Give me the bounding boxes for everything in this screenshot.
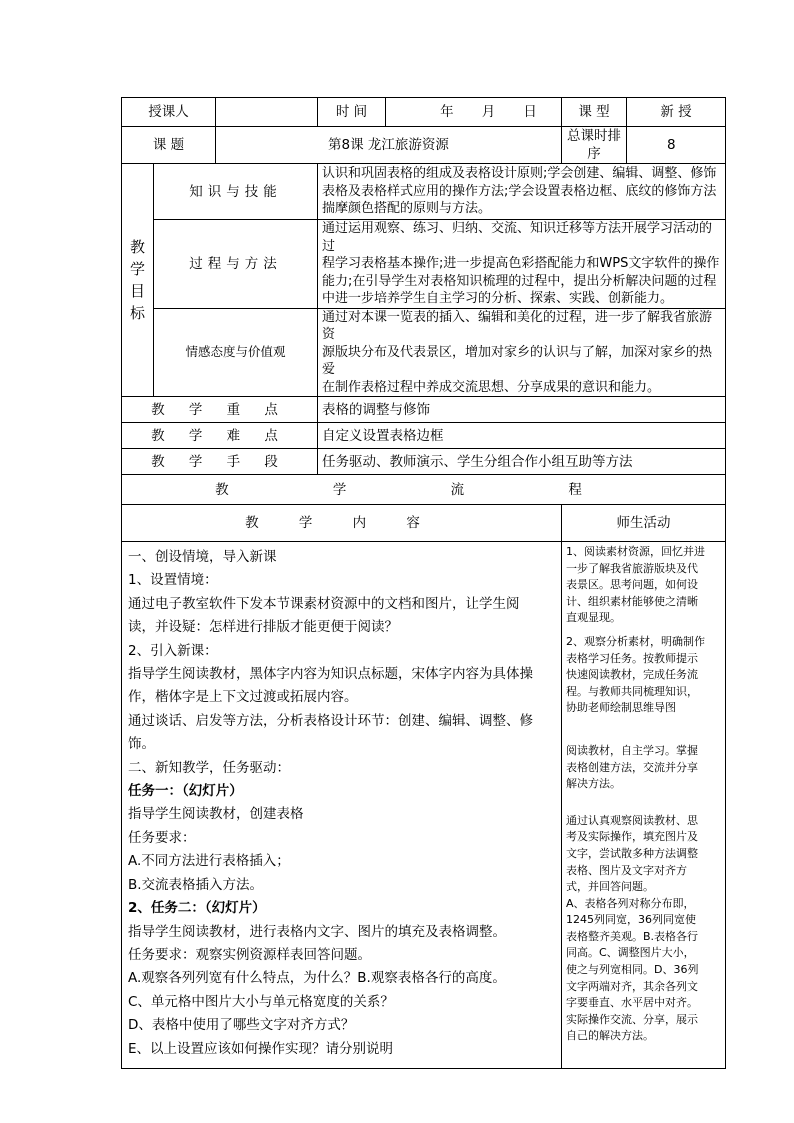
content-line: 通过谈话、启发等方法，分析表格设计环节：创建、编辑、调整、修 (128, 712, 533, 729)
content-header: 教 学 内 容 (122, 505, 562, 542)
activity-line: 解决方法。 (566, 777, 621, 791)
activity-line: 通过认真观察阅读教材、思 (566, 813, 698, 827)
content-line: C、单元格中图片大小与单元格宽度的关系？ (128, 993, 394, 1010)
activity-block (566, 743, 721, 793)
activity-line: 阅读教材，自主学习。掌握 (566, 743, 698, 757)
difficulties-label: 教 学 难 点 (122, 423, 318, 449)
activity-line: 直观显现。 (566, 611, 621, 625)
activity-line: 1、阅读素材资源，回忆并进 (566, 545, 705, 558)
activity-line: 文字，尝试散多种方法调整 (566, 846, 698, 860)
content-line: 一、创设情境，导入新课 (128, 549, 277, 565)
objective-row-attitude (122, 308, 726, 397)
objective-text-attitude (318, 308, 726, 397)
content-line: 任务要求： (128, 829, 196, 846)
activity-line: 表格学习任务。按教师提示 (566, 651, 698, 665)
date-value (386, 98, 562, 127)
content-line: A.不同方法进行表格插入； (128, 853, 290, 870)
content-line: A.观察各列列宽有什么特点，为什么？B.观察表格各行的高度。 (128, 970, 506, 987)
objectives-label-char: 目 (129, 282, 145, 300)
activity-line: 表格创建方法，交流并分享 (566, 760, 698, 774)
difficulties-row (122, 423, 726, 449)
flow-title-row (122, 475, 726, 505)
activity-line: 自己的解决方法。 (566, 1029, 654, 1043)
objective-row-process (122, 220, 726, 309)
teacher-value (216, 98, 318, 127)
date-month: 月 (481, 104, 496, 120)
header-row-1 (122, 98, 726, 127)
key-points-value: 表格的调整与修饰 (318, 397, 726, 423)
flow-header-row (122, 505, 726, 542)
order-value: 8 (627, 127, 726, 164)
content-line: 读，并设疑：怎样进行排版才能更便于阅读？ (128, 619, 398, 636)
difficulties-value: 自定义设置表格边框 (318, 423, 726, 449)
activity-line: 实际操作交流、分享，展示 (566, 1012, 698, 1026)
objective-line: 中进一步培养学生自主学习的分析、探索、实践、创新能力。 (322, 291, 674, 306)
header-row-2 (122, 127, 726, 164)
objective-line: 揣摩颜色搭配的原则与方法。 (322, 201, 492, 217)
content-line: 指导学生阅读教材，进行表格内文字、图片的填充及表格调整。 (128, 923, 506, 940)
content-line: 通过电子教室软件下发本节课素材资源中的文档和图片，让学生阅 (128, 595, 520, 612)
methods-row (122, 449, 726, 475)
type-value: 新 授 (627, 98, 726, 127)
topic-label: 课 题 (122, 127, 216, 164)
objective-line: 源版块分布及代表景区，增加对家乡的认识与了解，加深对家乡的热爱 (322, 344, 713, 377)
content-line: D、表格中使用了哪些文字对齐方式？ (128, 1017, 355, 1034)
date-day: 日 (523, 104, 537, 120)
content-line: 作，楷体字是上下文过渡或拓展内容。 (128, 689, 358, 706)
content-line: 任务要求：观察实例资源样表回答问题。 (128, 946, 371, 963)
objective-line: 在制作表格过程中养成交流思想、分享成果的意识和能力。 (322, 379, 661, 395)
objective-text-knowledge (318, 164, 726, 220)
activity-line: 字要垂直、水平居中对齐。 (566, 996, 698, 1010)
methods-value: 任务驱动、教师演示、学生分组合作小组互助等方法 (318, 449, 726, 475)
content-line: 1、设置情境： (128, 572, 218, 589)
content-line: 二、新知教学，任务驱动： (128, 759, 290, 776)
flow-body-row (122, 542, 726, 1069)
content-line: B.交流表格插入方法。 (128, 876, 264, 893)
objective-row-knowledge (122, 164, 726, 220)
activity-header: 师生活动 (562, 505, 726, 542)
activity-line: 计、组织素材能够使之清晰 (566, 594, 698, 608)
activity-line: 表格整齐美观。B.表格各行 (566, 929, 699, 943)
content-line: 2、引入新课： (128, 642, 218, 659)
order-label: 总课时排序 (562, 127, 627, 164)
objective-label-process: 过程与方法 (154, 220, 318, 309)
teacher-label: 授课人 (122, 98, 216, 127)
teacher-student-activity (562, 542, 726, 1069)
activity-line: 表格、图片及文字对齐方 (566, 863, 687, 877)
objective-line: 能力;在引导学生对表格知识梳理的过程中，提出分析解决问题的过程 (322, 273, 717, 289)
objective-label-attitude: 情感态度与价值观 (154, 308, 318, 397)
methods-label: 教 学 手 段 (122, 449, 318, 475)
activity-line: 一步了解我省旅游版块及代 (566, 561, 698, 575)
lesson-plan-table (121, 97, 726, 1069)
activity-line: 快速阅读教材，完成任务流 (566, 668, 698, 682)
activity-block (566, 544, 721, 627)
activity-line: 协助老师绘制思维导图 (566, 701, 676, 715)
activity-line: 1245列同宽，36列同宽使 (566, 913, 696, 927)
objective-line: 通过对本课一览表的插入、编辑和美化的过程，进一步了解我省旅游资 (322, 309, 713, 342)
activity-line: A、表格各列对称分布即， (566, 896, 695, 910)
content-line: 2、任务二：（幻灯片） (128, 900, 266, 917)
activity-line: 考及实际操作，填充图片及 (566, 830, 698, 844)
activity-block (566, 813, 721, 1045)
activity-line: 式，并回答问题。 (566, 880, 654, 894)
teaching-content (122, 542, 562, 1069)
content-line: 饰。 (128, 736, 155, 753)
activity-line: 表景区。思考问题，如何设 (566, 578, 698, 592)
content-line: 任务一：（幻灯片） (128, 783, 243, 800)
objectives-label-char: 学 (129, 260, 145, 278)
type-label: 课 型 (562, 98, 627, 127)
objective-line: 表格及表格样式应用的操作方法;学会设置表格边框、底纹的修饰方法 (322, 183, 717, 199)
objective-text-process (318, 220, 726, 309)
objective-label-knowledge: 知识与技能 (154, 164, 318, 220)
activity-line: 同高。C、调整图片大小， (566, 946, 695, 960)
key-points-label: 教 学 重 点 (122, 397, 318, 423)
activity-line: 程。与教师共同梳理知识， (566, 684, 698, 698)
topic-value: 第8课 龙江旅游资源 (216, 127, 562, 164)
flow-title: 教 学 流 程 (122, 475, 726, 505)
activity-block (566, 634, 721, 717)
content-line: 指导学生阅读教材，黑体字内容为知识点标题，宋体字内容为具体操 (128, 666, 533, 683)
content-line: 指导学生阅读教材，创建表格 (128, 806, 304, 823)
content-line: E、以上设置应该如何操作实现？请分别说明 (128, 1040, 394, 1057)
activity-line: 使之与列宽相同。D、36列 (566, 963, 699, 977)
objective-line: 程学习表格基本操作;进一步提高色彩搭配能力和WPS文字软件的操作 (322, 256, 720, 271)
activity-line: 2、观察分析素材，明确制作 (566, 634, 705, 648)
objectives-label-char: 教 (129, 238, 145, 256)
objective-line: 认识和巩固表格的组成及表格设计原则;学会创建、编辑、调整、修饰 (322, 166, 717, 182)
objectives-label-char: 标 (129, 304, 145, 322)
time-label: 时 间 (318, 98, 386, 127)
objective-line: 通过运用观察、练习、归纳、交流、知识迁移等方法开展学习活动的过 (322, 221, 713, 254)
activity-line: 文字两端对齐，其余各列文 (566, 979, 698, 993)
key-points-row (122, 397, 726, 423)
objectives-section-label (122, 164, 154, 397)
date-year: 年 (440, 104, 454, 120)
